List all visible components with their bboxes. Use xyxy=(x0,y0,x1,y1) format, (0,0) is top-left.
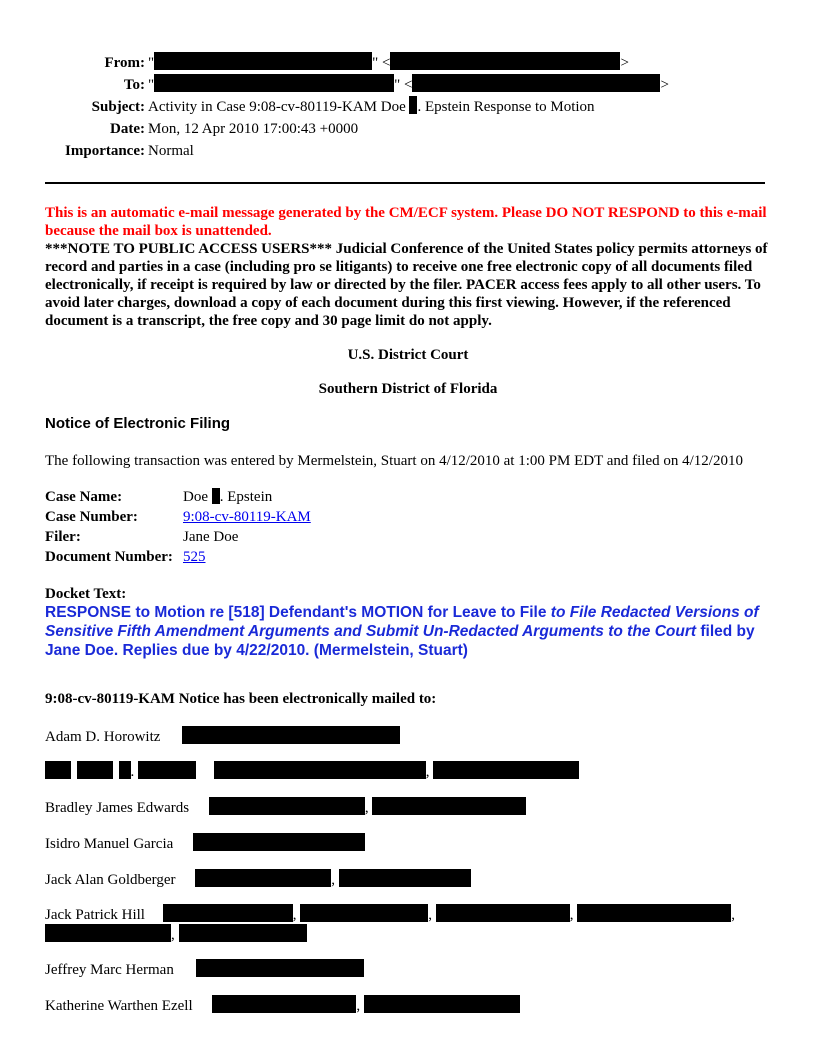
redaction-bar xyxy=(154,52,372,70)
date-row xyxy=(45,118,669,140)
redaction-bar xyxy=(433,761,579,779)
from-value: " " < > xyxy=(148,52,629,74)
redaction-bar xyxy=(214,761,426,779)
recipient-name: Bradley James Edwards xyxy=(45,800,190,816)
recipient-row xyxy=(45,959,364,980)
case-name-label: Case Name: xyxy=(45,489,123,505)
redaction-bar xyxy=(196,959,364,977)
redaction-bar xyxy=(45,761,71,779)
redaction-bar xyxy=(119,761,131,779)
recipient-row: Jack Patrick Hill , , , , xyxy=(45,904,735,925)
docket-text-italic: to File Redacted Versions of Sensitive Fifth Amendment Arguments and Submit Un-Redacted Arguments to the Court xyxy=(45,604,759,640)
recipient-row xyxy=(45,726,400,747)
to-value: " " < > xyxy=(148,74,669,96)
from-label: From: xyxy=(104,55,145,71)
case-info-table xyxy=(45,487,314,567)
case-name-text: Doe xyxy=(183,489,208,505)
email-header xyxy=(45,52,669,162)
subject-label: Subject: xyxy=(91,99,145,115)
recipient-name: Katherine Warthen Ezell xyxy=(45,998,193,1014)
date-label: Date: xyxy=(110,121,145,137)
subject-value xyxy=(148,96,595,118)
subject-row xyxy=(45,96,669,118)
recipient-row: Katherine Warthen Ezell , xyxy=(45,995,520,1016)
case-name-value xyxy=(183,487,314,507)
subject-text: Activity in Case 9:08-cv-80119-KAM Doe xyxy=(148,99,406,115)
case-number-label: Case Number: xyxy=(45,509,138,525)
redaction-bar xyxy=(195,869,331,887)
date-value: Mon, 12 Apr 2010 17:00:43 +0000 xyxy=(148,121,359,137)
filer-value: Jane Doe xyxy=(183,529,239,545)
redaction-bar xyxy=(212,488,220,504)
header-divider xyxy=(45,182,765,184)
case-name-tail: . Epstein xyxy=(219,489,273,505)
document-number-link[interactable]: 525 xyxy=(183,549,206,565)
redaction-bar xyxy=(209,797,365,815)
docket-text-a: RESPONSE to Motion re [518] Defendant's MOTION for Leave to File xyxy=(45,604,551,621)
redaction-bar xyxy=(45,924,171,942)
recipient-row xyxy=(45,833,365,854)
to-label: To: xyxy=(123,77,145,93)
filer-row xyxy=(45,527,314,547)
case-number-row xyxy=(45,507,314,527)
recipient-name: Jack Patrick Hill xyxy=(45,907,145,923)
subject-tail: . Epstein Response to Motion xyxy=(417,99,595,115)
recipient-row: Bradley James Edwards , xyxy=(45,797,526,818)
case-number-link[interactable]: 9:08-cv-80119-KAM xyxy=(183,509,311,525)
recipient-name: Isidro Manuel Garcia xyxy=(45,836,174,852)
redaction-bar xyxy=(577,904,731,922)
redaction-bar xyxy=(154,74,394,92)
docket-text-label: Docket Text: xyxy=(45,586,127,602)
redaction-bar xyxy=(163,904,293,922)
redaction-bar xyxy=(390,52,620,70)
docket-text-b: filed by Jane Doe. Replies due by 4/22/2010. (Mermelstein, Stuart) xyxy=(45,623,755,659)
transaction-text: The following transaction was entered by Mermelstein, Stuart on 4/12/2010 at 1:00 PM EDT and filed on 4/12/2010 xyxy=(45,453,743,469)
recipient-name: Jack Alan Goldberger xyxy=(45,872,176,888)
document-number-label: Document Number: xyxy=(45,549,173,565)
redaction-bar xyxy=(339,869,471,887)
redaction-bar xyxy=(436,904,570,922)
public-access-note: ***NOTE TO PUBLIC ACCESS USERS*** Judicial Conference of the United States policy permits attorneys of record and parties in a case (including pro se litigants) to receive one free electronic copy of all documents filed electronically, if receipt is required by law or directed by the filer. PACER access fees apply to all other users. To avoid later charges, download a copy of each document during this first viewing. However, if the referenced document is a transcript, the free copy and 30 page limit do not apply. xyxy=(45,241,768,329)
recipient-name: Jeffrey Marc Herman xyxy=(45,962,174,978)
filer-label: Filer: xyxy=(45,529,81,545)
recipient-row-redacted: . , xyxy=(45,761,579,782)
document-number-row xyxy=(45,547,314,567)
redaction-bar xyxy=(300,904,428,922)
auto-email-warning: This is an automatic e-mail message generated by the CM/ECF system. Please DO NOT RESPOND to this e-mail because the mail box is unattended. xyxy=(45,205,767,239)
from-row xyxy=(45,52,669,74)
importance-row xyxy=(45,140,669,162)
redaction-bar xyxy=(182,726,400,744)
redaction-bar xyxy=(372,797,526,815)
redaction-bar xyxy=(412,74,660,92)
nef-title: Notice of Electronic Filing xyxy=(45,415,231,432)
redaction-bar xyxy=(364,995,520,1013)
court-name: U.S. District Court xyxy=(347,347,469,363)
docket-text xyxy=(45,603,775,660)
recipient-name: Adam D. Horowitz xyxy=(45,729,161,745)
recipient-row: Jack Alan Goldberger , xyxy=(45,869,471,890)
case-name-row xyxy=(45,487,314,507)
recipient-row-continued: , xyxy=(45,924,307,945)
redaction-bar xyxy=(193,833,365,851)
importance-value: Normal xyxy=(148,143,194,159)
redaction-bar xyxy=(179,924,307,942)
redaction-bar xyxy=(212,995,356,1013)
to-row xyxy=(45,74,669,96)
redaction-bar xyxy=(138,761,196,779)
redaction-bar xyxy=(77,761,113,779)
importance-label: Importance: xyxy=(65,143,145,159)
mailed-heading: 9:08-cv-80119-KAM Notice has been electronically mailed to: xyxy=(45,691,437,707)
district-name: Southern District of Florida xyxy=(318,381,498,397)
